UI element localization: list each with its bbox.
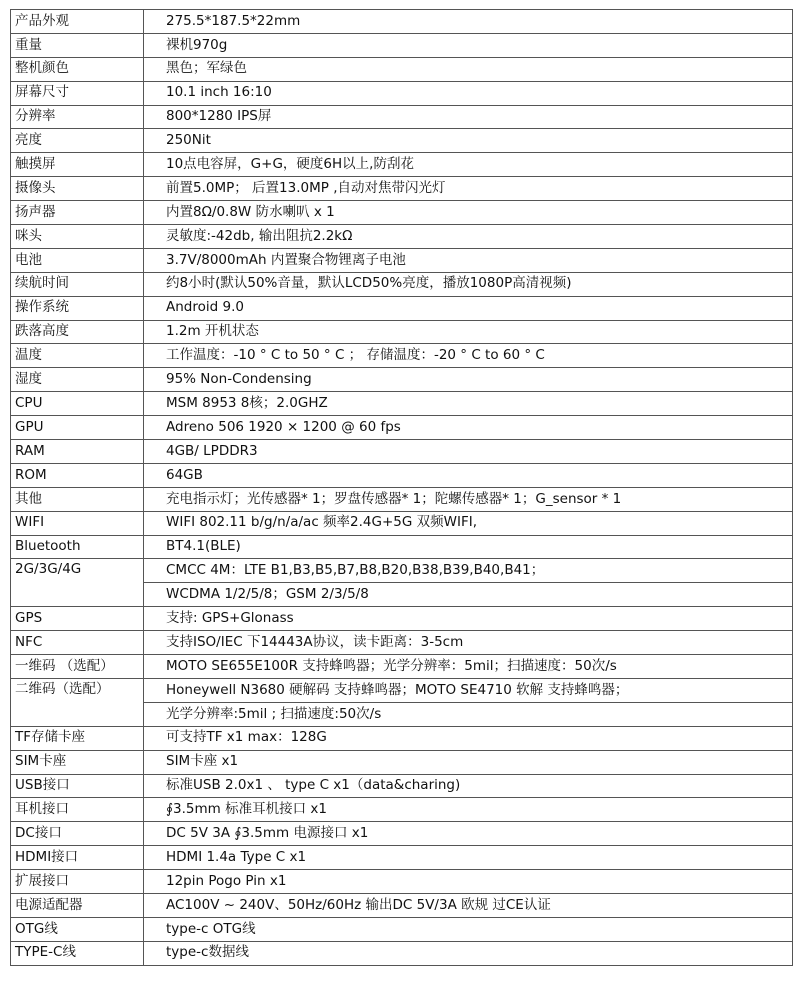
spec-value: BT4.1(BLE) bbox=[144, 535, 793, 559]
table-row bbox=[11, 607, 793, 631]
table-row bbox=[11, 129, 793, 153]
spec-value: type-c数据线 bbox=[144, 941, 793, 965]
spec-label: DC接口 bbox=[11, 822, 144, 846]
spec-label: OTG线 bbox=[11, 917, 144, 941]
table-row bbox=[11, 81, 793, 105]
spec-label: 二维码（选配） bbox=[11, 678, 144, 726]
table-row bbox=[11, 416, 793, 440]
table-row bbox=[11, 392, 793, 416]
spec-label: 触摸屏 bbox=[11, 153, 144, 177]
spec-label: 一维码 （选配） bbox=[11, 655, 144, 679]
table-row bbox=[11, 750, 793, 774]
table-row bbox=[11, 10, 793, 34]
table-row bbox=[11, 726, 793, 750]
spec-value: SIM卡座 x1 bbox=[144, 750, 793, 774]
spec-value: 内置8Ω/0.8W 防水喇叭 x 1 bbox=[144, 201, 793, 225]
table-row bbox=[11, 440, 793, 464]
spec-value: 12pin Pogo Pin x1 bbox=[144, 870, 793, 894]
spec-value: ∮3.5mm 标准耳机接口 x1 bbox=[144, 798, 793, 822]
spec-label: 操作系统 bbox=[11, 296, 144, 320]
table-row bbox=[11, 463, 793, 487]
spec-value: 10.1 inch 16:10 bbox=[144, 81, 793, 105]
table-row bbox=[11, 559, 793, 583]
spec-value: DC 5V 3A ∮3.5mm 电源接口 x1 bbox=[144, 822, 793, 846]
table-row bbox=[11, 631, 793, 655]
table-row bbox=[11, 344, 793, 368]
table-row bbox=[11, 248, 793, 272]
spec-label: SIM卡座 bbox=[11, 750, 144, 774]
spec-value: 裸机970g bbox=[144, 33, 793, 57]
spec-value: 4GB/ LPDDR3 bbox=[144, 440, 793, 464]
spec-label: 其他 bbox=[11, 487, 144, 511]
table-row bbox=[11, 201, 793, 225]
table-row bbox=[11, 798, 793, 822]
spec-label: 电池 bbox=[11, 248, 144, 272]
table-row bbox=[11, 917, 793, 941]
table-row bbox=[11, 941, 793, 965]
spec-value: MOTO SE655E100R 支持蜂鸣器；光学分辨率：5mil；扫描速度：50次/s bbox=[144, 655, 793, 679]
spec-label: 重量 bbox=[11, 33, 144, 57]
spec-value: HDMI 1.4a Type C x1 bbox=[144, 846, 793, 870]
spec-label: USB接口 bbox=[11, 774, 144, 798]
spec-value: 可支持TF x1 max：128G bbox=[144, 726, 793, 750]
table-row bbox=[11, 368, 793, 392]
table-row bbox=[11, 177, 793, 201]
spec-label: 耳机接口 bbox=[11, 798, 144, 822]
spec-value: 支持: GPS+Glonass bbox=[144, 607, 793, 631]
table-row bbox=[11, 893, 793, 917]
spec-value: AC100V ~ 240V、50Hz/60Hz 输出DC 5V/3A 欧规 过CE认证 bbox=[144, 893, 793, 917]
table-row bbox=[11, 822, 793, 846]
spec-value: 黑色；军绿色 bbox=[144, 57, 793, 81]
spec-label: 电源适配器 bbox=[11, 893, 144, 917]
spec-label: 扩展接口 bbox=[11, 870, 144, 894]
spec-label: HDMI接口 bbox=[11, 846, 144, 870]
spec-value: 10点电容屏，G+G，硬度6H以上,防刮花 bbox=[144, 153, 793, 177]
spec-value: MSM 8953 8核；2.0GHZ bbox=[144, 392, 793, 416]
spec-label: 跌落高度 bbox=[11, 320, 144, 344]
spec-value: 64GB bbox=[144, 463, 793, 487]
spec-label: 温度 bbox=[11, 344, 144, 368]
spec-label: WIFI bbox=[11, 511, 144, 535]
table-row bbox=[11, 535, 793, 559]
spec-value: 约8小时(默认50%音量，默认LCD50%亮度，播放1080P高清视频) bbox=[144, 272, 793, 296]
spec-label: 产品外观 bbox=[11, 10, 144, 34]
spec-label: 续航时间 bbox=[11, 272, 144, 296]
spec-label: TYPE-C线 bbox=[11, 941, 144, 965]
spec-label: ROM bbox=[11, 463, 144, 487]
table-row bbox=[11, 846, 793, 870]
table-row bbox=[11, 320, 793, 344]
table-row bbox=[11, 678, 793, 702]
spec-value: WIFI 802.11 b/g/n/a/ac 频率2.4G+5G 双频WIFI, bbox=[144, 511, 793, 535]
spec-value: Adreno 506 1920 × 1200 @ 60 fps bbox=[144, 416, 793, 440]
spec-value: 3.7V/8000mAh 内置聚合物锂离子电池 bbox=[144, 248, 793, 272]
table-row bbox=[11, 774, 793, 798]
spec-label: 屏幕尺寸 bbox=[11, 81, 144, 105]
spec-value: 充电指示灯；光传感器* 1；罗盘传感器* 1；陀螺传感器* 1；G_sensor * 1 bbox=[144, 487, 793, 511]
spec-value: 1.2m 开机状态 bbox=[144, 320, 793, 344]
spec-label: 整机颜色 bbox=[11, 57, 144, 81]
spec-value: 前置5.0MP； 后置13.0MP ,自动对焦带闪光灯 bbox=[144, 177, 793, 201]
spec-value: 标准USB 2.0x1 、 type C x1（data&charing) bbox=[144, 774, 793, 798]
spec-value: 工作温度：-10 ° C to 50 ° C ； 存储温度：-20 ° C to 60 ° C bbox=[144, 344, 793, 368]
spec-value: 95% Non-Condensing bbox=[144, 368, 793, 392]
table-row bbox=[11, 33, 793, 57]
spec-label: RAM bbox=[11, 440, 144, 464]
spec-label: 摄像头 bbox=[11, 177, 144, 201]
spec-value: 275.5*187.5*22mm bbox=[144, 10, 793, 34]
spec-value: type-c OTG线 bbox=[144, 917, 793, 941]
spec-label: GPU bbox=[11, 416, 144, 440]
spec-label: CPU bbox=[11, 392, 144, 416]
spec-table-body bbox=[11, 10, 793, 966]
table-row bbox=[11, 105, 793, 129]
table-row bbox=[11, 272, 793, 296]
table-row bbox=[11, 57, 793, 81]
spec-label: 湿度 bbox=[11, 368, 144, 392]
table-row bbox=[11, 225, 793, 249]
spec-label: NFC bbox=[11, 631, 144, 655]
table-row bbox=[11, 487, 793, 511]
spec-label: 分辨率 bbox=[11, 105, 144, 129]
spec-label: 亮度 bbox=[11, 129, 144, 153]
spec-label: Bluetooth bbox=[11, 535, 144, 559]
table-row bbox=[11, 153, 793, 177]
spec-value: 灵敏度:-42db, 输出阻抗2.2kΩ bbox=[144, 225, 793, 249]
spec-value: 800*1280 IPS屏 bbox=[144, 105, 793, 129]
spec-label: TF存储卡座 bbox=[11, 726, 144, 750]
table-row bbox=[11, 870, 793, 894]
table-row bbox=[11, 511, 793, 535]
spec-value: Android 9.0 bbox=[144, 296, 793, 320]
spec-value: 250Nit bbox=[144, 129, 793, 153]
table-row bbox=[11, 655, 793, 679]
spec-label: 扬声器 bbox=[11, 201, 144, 225]
spec-value: 支持ISO/IEC 下14443A协议，读卡距离：3-5cm bbox=[144, 631, 793, 655]
spec-value: WCDMA 1/2/5/8；GSM 2/3/5/8 bbox=[144, 583, 793, 607]
spec-table bbox=[10, 9, 793, 966]
spec-value: Honeywell N3680 硬解码 支持蜂鸣器；MOTO SE4710 软解 支持蜂鸣器； bbox=[144, 678, 793, 702]
spec-label: 2G/3G/4G bbox=[11, 559, 144, 607]
table-row bbox=[11, 296, 793, 320]
spec-value: 光学分辨率:5mil ; 扫描速度:50次/s bbox=[144, 702, 793, 726]
spec-value: CMCC 4M：LTE B1,B3,B5,B7,B8,B20,B38,B39,B40,B41； bbox=[144, 559, 793, 583]
spec-label: 咪头 bbox=[11, 225, 144, 249]
spec-label: GPS bbox=[11, 607, 144, 631]
